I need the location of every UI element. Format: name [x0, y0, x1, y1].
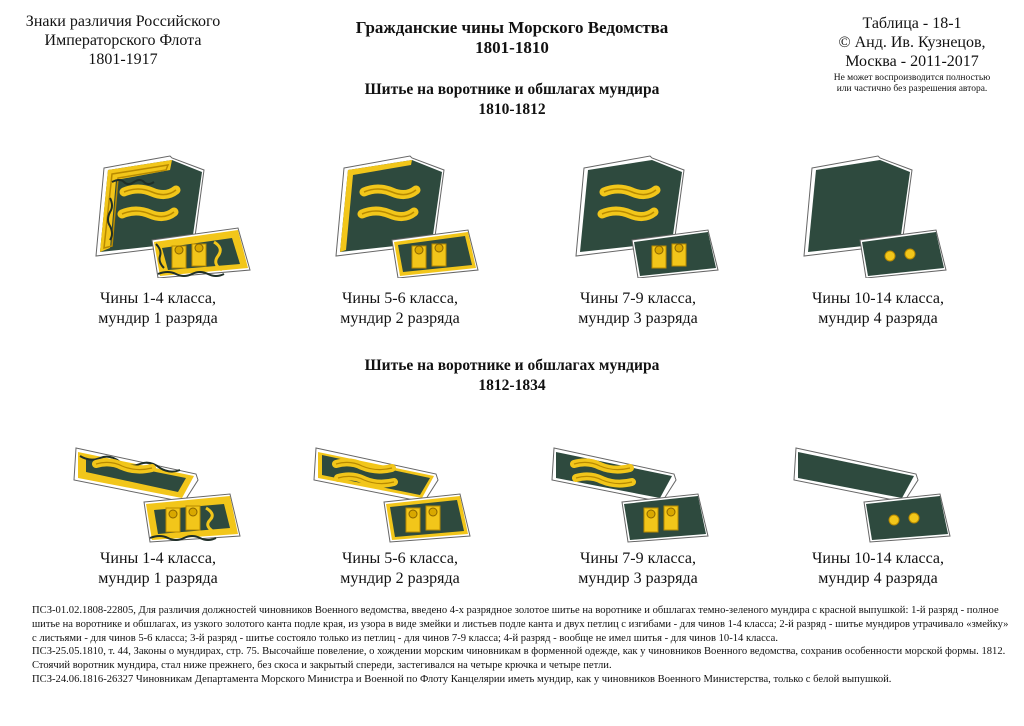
insignia-r2-3 [548, 438, 728, 548]
caption-r2-1 [58, 549, 258, 589]
caption-r1-1 [58, 289, 258, 329]
caption-r2-4-uniform: мундир 4 разряда [818, 570, 938, 587]
footnote-1808: ПСЗ-01.02.1808-22805, Для различия должностей чиновников Военного ведомства, введено 4-х разрядное золотое шитье на воротнике и обшлагах темно-зеленого мундира с красной выпушкой: 1-й разряд - полное шитье на воротнике и обшлагах, из узкого золотого канта подле края, из узора в виде змейки и листьев подле канта и двух петлиц с изгибами - для чинов 1-4 класса; 2-й разряд - шитье мундиров утрачивало «змейку» с листьями - для чинов 5-6 класса; 3-й разряд - шитье состояло только из петлиц - для чинов 7-9 класса; 4-й разряд - вообще не имел шитья - для чинов 10-14 класса. [32, 605, 1009, 644]
header-left-line3: 1801-1917 [88, 51, 158, 68]
caption-r1-2 [300, 289, 500, 329]
footnote-1810: ПСЗ-25.05.1810, т. 44, Законы о мундирах, стр. 75. Высочайше повеление, о хождении морским чиновникам в форменной одежде, как у чиновников Военного ведомства, сохранив особенности морской формы. 1812. Стоячий воротник мундира, стал ниже прежнего, без скоса и закрытый спереди, застегивался на четыре крючка и четыре петли. [32, 646, 1006, 672]
caption-r1-3-rank: Чины 7-9 класса, [580, 290, 696, 307]
caption-r2-3-uniform: мундир 3 разряда [578, 570, 698, 587]
insignia-r1-4 [796, 148, 976, 278]
place-years: Москва - 2011-2017 [845, 53, 979, 70]
section2-years: 1812-1834 [478, 377, 546, 394]
insignia-r2-4 [790, 438, 970, 548]
insignia-r2-2 [310, 438, 490, 548]
caption-r2-2-rank: Чины 5-6 класса, [342, 550, 458, 567]
section1-years: 1810-1812 [478, 101, 546, 118]
caption-r2-2-uniform: мундир 2 разряда [340, 570, 460, 587]
section1-title [300, 80, 724, 120]
insignia-r2-1 [70, 438, 250, 548]
header-left [18, 12, 228, 69]
caption-r1-4 [778, 289, 978, 329]
caption-r2-4 [778, 549, 978, 589]
caption-r1-2-uniform: мундир 2 разряда [340, 310, 460, 327]
caption-r2-4-rank: Чины 10-14 класса, [812, 550, 944, 567]
copyright: © Анд. Ив. Кузнецов, [838, 34, 986, 51]
rights-note [812, 73, 1012, 95]
page-title [300, 18, 724, 58]
page-title-years: 1801-1810 [475, 38, 549, 57]
rights-note-line1: Не может воспроизводится полностью [833, 73, 991, 83]
caption-r2-3-rank: Чины 7-9 класса, [580, 550, 696, 567]
insignia-r1-2 [328, 148, 508, 278]
rights-note-line2: или частично без разрешения автора. [836, 84, 988, 94]
insignia-r1-1 [88, 148, 268, 278]
caption-r2-1-rank: Чины 1-4 класса, [100, 550, 216, 567]
caption-r1-1-uniform: мундир 1 разряда [98, 310, 218, 327]
caption-r2-3 [538, 549, 738, 589]
header-right [812, 14, 1012, 95]
caption-r1-2-rank: Чины 5-6 класса, [342, 290, 458, 307]
caption-r2-2 [300, 549, 500, 589]
header-left-line1: Знаки различия Российского [25, 13, 221, 30]
insignia-r1-3 [568, 148, 748, 278]
caption-r1-4-rank: Чины 10-14 класса, [812, 290, 944, 307]
footnote-1816: ПСЗ-24.06.1816-26327 Чиновникам Департамента Морского Министра и Военной по Флоту Канцелярии иметь мундир, как у чиновников Военного Министерства, только с белой выпушкой. [32, 673, 892, 685]
header-left-line2: Императорского Флота [44, 32, 202, 49]
caption-r1-3-uniform: мундир 3 разряда [578, 310, 698, 327]
table-number: Таблица - 18-1 [862, 15, 962, 32]
section2-title [300, 356, 724, 396]
caption-r2-1-uniform: мундир 1 разряда [98, 570, 218, 587]
caption-r1-3 [538, 289, 738, 329]
caption-r1-4-uniform: мундир 4 разряда [818, 310, 938, 327]
footnotes [32, 604, 1012, 687]
page-title-text: Гражданские чины Морского Ведомства [355, 18, 669, 37]
section1-title-text: Шитье на воротнике и обшлагах мундира [364, 81, 660, 98]
caption-r1-1-rank: Чины 1-4 класса, [100, 290, 216, 307]
section2-title-text: Шитье на воротнике и обшлагах мундира [364, 357, 660, 374]
